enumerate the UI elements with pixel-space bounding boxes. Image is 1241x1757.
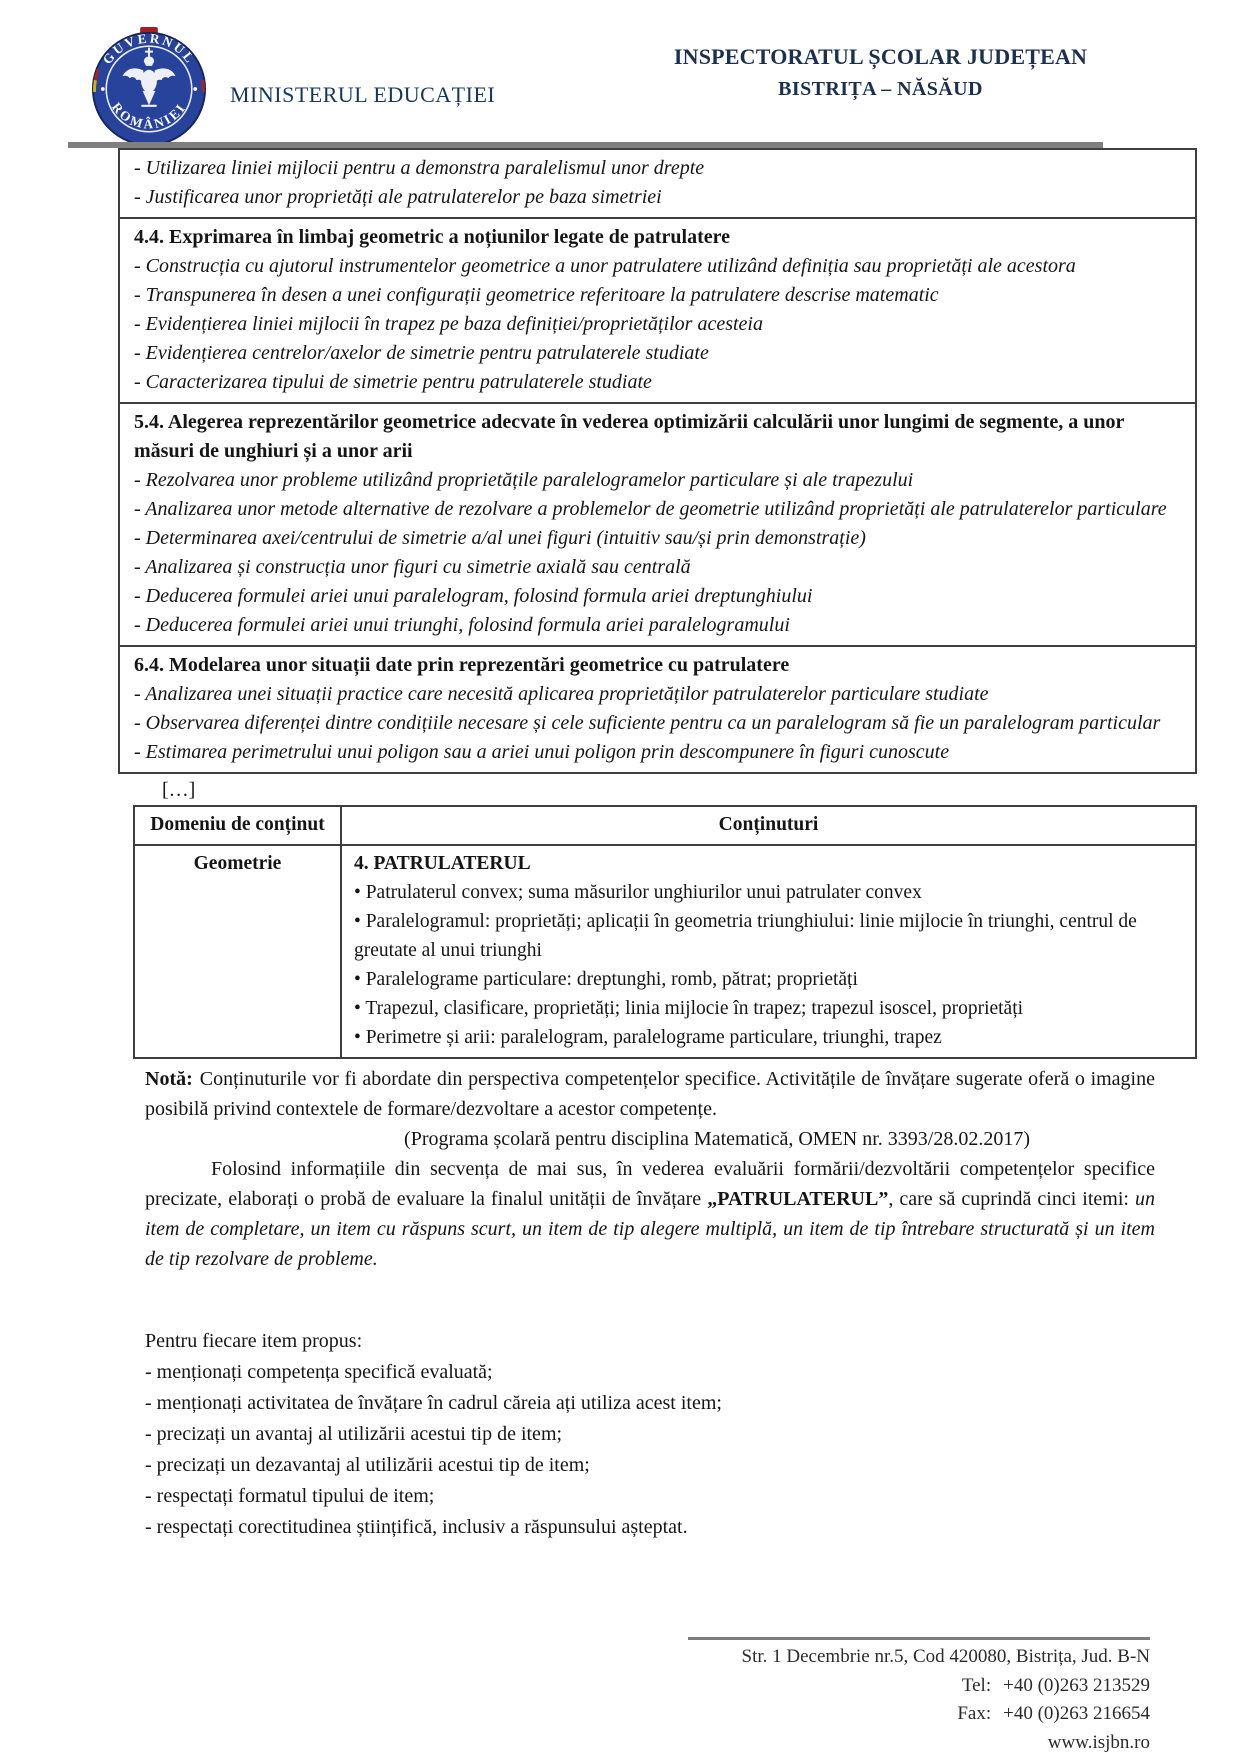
content-domain-cell: Geometrie xyxy=(134,845,341,1058)
footer-address: Str. 1 Decembrie nr.5, Cod 420080, Bistrița, Jud. B-N xyxy=(742,1643,1150,1672)
competency-section-continuation xyxy=(120,150,1195,217)
activity-item: - Justificarea unor proprietăți ale patrulaterelor pe baza simetriei xyxy=(134,183,1181,212)
task-text-normal: , care să cuprindă cinci itemi: xyxy=(888,1188,1135,1210)
task-text-normal: Folosind informațiile din secvența de mai sus, în vederea evaluării formării/dezvoltării competențelor specifice precizate, elaborați o probă de evaluare la finalul unității de învățare xyxy=(145,1158,1155,1210)
requirements-intro: Pentru fiecare item propus: xyxy=(145,1326,1197,1357)
requirement-item: - respectați formatul tipului de item; xyxy=(145,1481,1197,1512)
seal-bottom-text: ROMÂNIEI xyxy=(109,100,189,132)
footer-phone xyxy=(742,1672,1150,1701)
activity-item: - Rezolvarea unor probleme utilizând proprietățile paralelogramelor particulare și ale trapezului xyxy=(134,466,1181,495)
page-footer xyxy=(742,1643,1150,1757)
note-label: Notă: xyxy=(145,1068,193,1090)
activity-item: - Deducerea formulei ariei unui triunghi, folosind formula ariei paralelogramului xyxy=(134,611,1181,640)
content-table-col1-header: Domeniu de conținut xyxy=(134,806,341,845)
activity-item: - Analizarea unei situații practice care necesită aplicarea proprietăților patrulaterelor particulare studiate xyxy=(134,680,1181,709)
note-text: Conținuturile vor fi abordate din perspectiva competențelor specifice. Activitățile de învățare sugerate oferă o imagine posibilă privind contextele de formare/dezvoltare a acestor competențe. xyxy=(145,1068,1155,1120)
note-paragraph xyxy=(145,1064,1155,1124)
content-table xyxy=(133,805,1197,1059)
competency-heading: 4.4. Exprimarea în limbaj geometric a noțiunilor legate de patrulatere xyxy=(134,223,1181,252)
spacer xyxy=(118,1274,1197,1326)
content-table-header-row xyxy=(134,806,1196,845)
requirement-item: - menționați competența specifică evaluată; xyxy=(145,1357,1197,1388)
content-table-row xyxy=(134,845,1196,1058)
competency-heading: 6.4. Modelarea unor situații date prin reprezentări geometrice cu patrulatere xyxy=(134,651,1181,680)
competency-section-6-4 xyxy=(120,645,1195,772)
inspectorate-line1: INSPECTORATUL ȘCOLAR JUDEȚEAN xyxy=(608,44,1153,70)
activity-item: - Analizarea unor metode alternative de rezolvare a problemelor de geometrie utilizând proprietăți ale patrulaterelor particulare xyxy=(134,495,1181,524)
activity-item: - Caracterizarea tipului de simetrie pentru patrulaterele studiate xyxy=(134,368,1181,397)
content-table-col2-header: Conținuturi xyxy=(341,806,1196,845)
content-bullet: • Trapezul, clasificare, proprietăți; linia mijlocie în trapez; trapezul isoscel, proprietăți xyxy=(354,994,1183,1023)
requirement-item: - menționați activitatea de învățare în cadrul căreia ați utiliza acest item; xyxy=(145,1388,1197,1419)
content-bullet: • Paralelogramul: proprietăți; aplicații în geometria triunghiului: linie mijlocie în triunghi, centrul de greutate al unui triunghi xyxy=(354,907,1183,965)
ministry-title: MINISTERUL EDUCAȚIEI xyxy=(230,82,495,108)
footer-website: www.isjbn.ro xyxy=(742,1729,1150,1757)
activity-item: - Analizarea și construcția unor figuri cu simetrie axială sau centrală xyxy=(134,553,1181,582)
activity-item: - Deducerea formulei ariei unui paralelogram, folosind formula ariei dreptunghiului xyxy=(134,582,1181,611)
activity-item: - Transpunerea în desen a unei configurații geometrice referitoare la patrulatere descrise matematic xyxy=(134,281,1181,310)
content-bullet: • Patrulaterul convex; suma măsurilor unghiurilor unui patrulater convex xyxy=(354,878,1183,907)
competency-heading: 5.4. Alegerea reprezentărilor geometrice adecvate în vederea optimizării calculării unor lungimi de segmente, a unor măsuri de unghiuri și a unor arii xyxy=(134,408,1181,466)
page-header xyxy=(88,24,1153,142)
footer-tel-label: Tel: xyxy=(962,1675,991,1696)
content-details-cell xyxy=(341,845,1196,1058)
activity-item: - Construcția cu ajutorul instrumentelor geometrice a unor patrulatere utilizând definiția sau proprietăți ale acestora xyxy=(134,252,1181,281)
document-body xyxy=(118,148,1197,1543)
competency-table xyxy=(118,148,1197,774)
footer-fax xyxy=(742,1700,1150,1729)
source-reference-line: (Programa școlară pentru disciplina Matematică, OMEN nr. 3393/28.02.2017) xyxy=(145,1124,1155,1154)
inspectorate-title xyxy=(608,44,1153,101)
inspectorate-line2: BISTRIȚA – NĂSĂUD xyxy=(608,78,1153,101)
activity-item: - Evidențierea centrelor/axelor de simetrie pentru patrulaterele studiate xyxy=(134,339,1181,368)
activity-item: - Determinarea axei/centrului de simetrie a/al unei figuri (intuitiv sau/și prin demonstrație) xyxy=(134,524,1181,553)
content-title: 4. PATRULATERUL xyxy=(354,849,1183,878)
requirement-item: - respectați corectitudinea științifică, inclusiv a răspunsului așteptat. xyxy=(145,1512,1197,1543)
activity-item: - Evidențierea liniei mijlocii în trapez pe baza definiției/proprietăților acesteia xyxy=(134,310,1181,339)
content-bullet: • Perimetre și arii: paralelogram, paralelograme particulare, triunghi, trapez xyxy=(354,1023,1183,1052)
requirement-item: - precizați un dezavantaj al utilizării acestui tip de item; xyxy=(145,1450,1197,1481)
requirement-item: - precizați un avantaj al utilizării acestui tip de item; xyxy=(145,1419,1197,1450)
footer-tel-value: +40 (0)263 213529 xyxy=(1003,1675,1150,1696)
task-item-types: un item de completare, un item cu răspuns scurt, un item de tip alegere multiplă, un item de tip întrebare structurată și un item de tip rezolvare de probleme. xyxy=(145,1188,1155,1270)
activity-item: - Estimarea perimetrului unui poligon sau a ariei unui poligon prin descompunere în figuri cunoscute xyxy=(134,738,1181,767)
task-unit-name: „PATRULATERUL” xyxy=(707,1188,888,1210)
ellipsis-marker: […] xyxy=(162,776,1197,804)
content-bullet: • Paralelograme particulare: dreptunghi, romb, pătrat; proprietăți xyxy=(354,965,1183,994)
competency-section-4-4 xyxy=(120,217,1195,402)
seal-top-text: GUVERNUL xyxy=(99,30,198,67)
government-of-romania-seal-logo xyxy=(90,26,208,148)
footer-fax-value: +40 (0)263 216654 xyxy=(1003,1703,1150,1724)
activity-item: - Observarea diferenței dintre condițiile necesare și cele suficiente pentru ca un paralelogram să fie un paralelogram particular xyxy=(134,709,1181,738)
competency-section-5-4 xyxy=(120,402,1195,645)
activity-item: - Utilizarea liniei mijlocii pentru a demonstra paralelismul unor drepte xyxy=(134,154,1181,183)
task-paragraph xyxy=(145,1154,1155,1274)
footer-divider-rule xyxy=(688,1637,1150,1640)
footer-fax-label: Fax: xyxy=(957,1703,991,1724)
